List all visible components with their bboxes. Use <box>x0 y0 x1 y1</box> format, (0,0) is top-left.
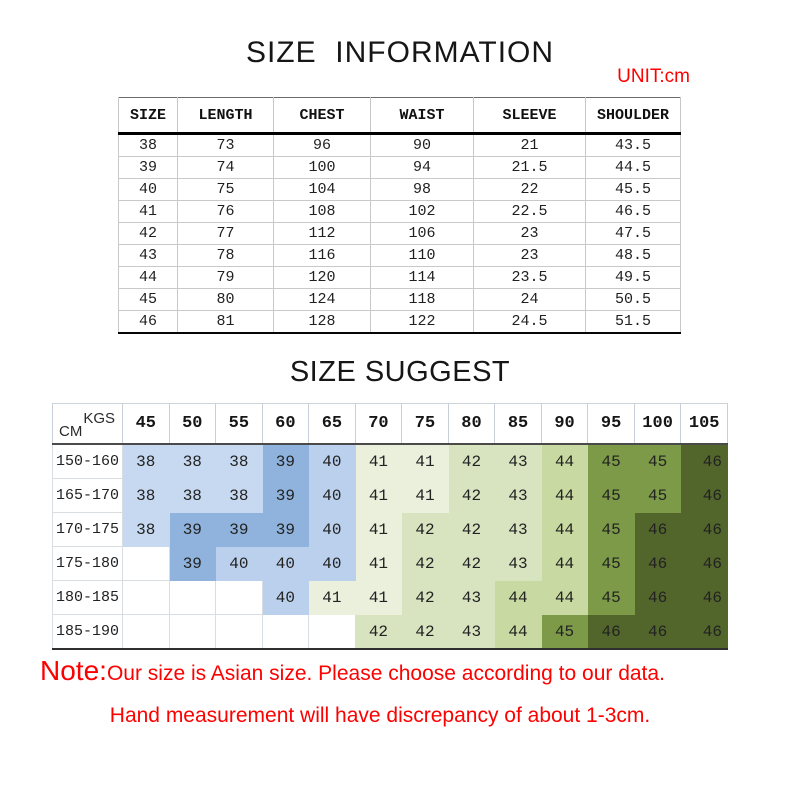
column-header: CHEST <box>274 98 371 134</box>
size-row <box>119 201 681 223</box>
weight-header: 70 <box>355 404 402 445</box>
size-cell: 75 <box>178 179 274 201</box>
suggested-size-cell: 46 <box>634 513 681 547</box>
suggested-size-cell: 46 <box>681 615 728 650</box>
size-cell: 49.5 <box>586 267 681 289</box>
suggested-size-cell: 46 <box>681 513 728 547</box>
column-header: WAIST <box>371 98 474 134</box>
suggested-size-cell: 44 <box>541 547 588 581</box>
weight-header: 60 <box>262 404 309 445</box>
suggested-size-cell: 44 <box>541 513 588 547</box>
suggested-size-cell: 42 <box>448 547 495 581</box>
size-cell: 116 <box>274 245 371 267</box>
suggested-size-cell: 44 <box>541 479 588 513</box>
size-suggest-title: SIZE SUGGEST <box>289 356 511 388</box>
kgs-cm-corner-cell <box>53 404 123 445</box>
suggested-size-cell: 44 <box>495 581 542 615</box>
suggested-size-cell: 46 <box>681 581 728 615</box>
size-cell: 78 <box>178 245 274 267</box>
suggested-size-cell: 42 <box>448 444 495 479</box>
weight-header: 65 <box>309 404 356 445</box>
suggested-size-cell: 41 <box>402 479 449 513</box>
size-cell: 47.5 <box>586 223 681 245</box>
suggested-size-cell: 40 <box>309 444 356 479</box>
suggested-size-cell: 40 <box>309 547 356 581</box>
size-cell: 44 <box>119 267 178 289</box>
weights-header-row <box>53 404 728 445</box>
height-label: 165-170 <box>53 479 123 513</box>
suggested-size-cell: 45 <box>634 479 681 513</box>
suggested-size-cell: 38 <box>216 444 263 479</box>
suggested-size-cell: 43 <box>448 581 495 615</box>
suggested-size-cell: 46 <box>681 479 728 513</box>
size-cell: 43.5 <box>586 134 681 157</box>
size-cell: 80 <box>178 289 274 311</box>
size-cell: 77 <box>178 223 274 245</box>
weight-header: 105 <box>681 404 728 445</box>
suggested-size-cell: 45 <box>588 479 635 513</box>
size-cell: 106 <box>371 223 474 245</box>
height-label: 175-180 <box>53 547 123 581</box>
height-label: 170-175 <box>53 513 123 547</box>
suggested-size-cell: 42 <box>402 615 449 650</box>
size-information-header <box>119 98 681 134</box>
size-cell: 22 <box>474 179 586 201</box>
suggest-row <box>53 479 728 513</box>
size-information-table <box>118 97 681 334</box>
empty-cell <box>123 547 170 581</box>
size-cell: 38 <box>119 134 178 157</box>
column-header: SIZE <box>119 98 178 134</box>
size-cell: 76 <box>178 201 274 223</box>
size-cell: 24.5 <box>474 311 586 334</box>
suggest-row <box>53 444 728 479</box>
size-cell: 90 <box>371 134 474 157</box>
suggested-size-cell: 45 <box>588 513 635 547</box>
size-suggest-body <box>53 444 728 649</box>
size-cell: 81 <box>178 311 274 334</box>
empty-cell <box>123 581 170 615</box>
suggested-size-cell: 44 <box>541 444 588 479</box>
unit-label: UNIT:cm <box>617 66 690 87</box>
suggested-size-cell: 41 <box>355 547 402 581</box>
cm-axis-label: CM <box>59 423 83 440</box>
size-row <box>119 179 681 201</box>
empty-cell <box>123 615 170 650</box>
size-cell: 118 <box>371 289 474 311</box>
suggested-size-cell: 46 <box>588 615 635 650</box>
weight-header: 100 <box>634 404 681 445</box>
empty-cell <box>169 581 216 615</box>
size-cell: 51.5 <box>586 311 681 334</box>
suggested-size-cell: 39 <box>262 479 309 513</box>
suggested-size-cell: 39 <box>169 513 216 547</box>
size-cell: 50.5 <box>586 289 681 311</box>
size-cell: 43 <box>119 245 178 267</box>
suggested-size-cell: 42 <box>448 513 495 547</box>
suggested-size-cell: 42 <box>402 513 449 547</box>
suggested-size-cell: 46 <box>681 547 728 581</box>
column-header: LENGTH <box>178 98 274 134</box>
size-row <box>119 245 681 267</box>
suggested-size-cell: 40 <box>262 547 309 581</box>
suggested-size-cell: 41 <box>355 513 402 547</box>
suggested-size-cell: 43 <box>448 615 495 650</box>
suggested-size-cell: 39 <box>169 547 216 581</box>
size-row <box>119 289 681 311</box>
size-cell: 73 <box>178 134 274 157</box>
suggested-size-cell: 38 <box>123 513 170 547</box>
size-cell: 114 <box>371 267 474 289</box>
size-cell: 44.5 <box>586 157 681 179</box>
column-header: SHOULDER <box>586 98 681 134</box>
suggested-size-cell: 38 <box>123 479 170 513</box>
height-label: 150-160 <box>53 444 123 479</box>
suggested-size-cell: 43 <box>495 444 542 479</box>
size-cell: 104 <box>274 179 371 201</box>
empty-cell <box>309 615 356 650</box>
size-row <box>119 223 681 245</box>
suggested-size-cell: 40 <box>309 513 356 547</box>
size-cell: 46 <box>119 311 178 334</box>
size-cell: 94 <box>371 157 474 179</box>
size-cell: 22.5 <box>474 201 586 223</box>
suggested-size-cell: 42 <box>448 479 495 513</box>
suggested-size-cell: 42 <box>355 615 402 650</box>
size-cell: 46.5 <box>586 201 681 223</box>
suggested-size-cell: 40 <box>309 479 356 513</box>
header-row <box>119 98 681 134</box>
suggested-size-cell: 38 <box>216 479 263 513</box>
note-label: Note: <box>40 655 107 686</box>
size-cell: 23 <box>474 245 586 267</box>
suggested-size-cell: 45 <box>588 581 635 615</box>
size-cell: 24 <box>474 289 586 311</box>
size-cell: 23.5 <box>474 267 586 289</box>
empty-cell <box>216 615 263 650</box>
suggested-size-cell: 41 <box>402 444 449 479</box>
size-cell: 102 <box>371 201 474 223</box>
kgs-axis-label: KGS <box>83 410 115 427</box>
size-cell: 98 <box>371 179 474 201</box>
size-cell: 42 <box>119 223 178 245</box>
size-cell: 122 <box>371 311 474 334</box>
suggested-size-cell: 41 <box>355 444 402 479</box>
weight-header: 45 <box>123 404 170 445</box>
suggested-size-cell: 45 <box>588 547 635 581</box>
size-information-body <box>119 134 681 334</box>
suggested-size-cell: 41 <box>355 581 402 615</box>
suggest-row <box>53 547 728 581</box>
suggested-size-cell: 46 <box>681 444 728 479</box>
suggested-size-cell: 40 <box>262 581 309 615</box>
size-cell: 100 <box>274 157 371 179</box>
suggested-size-cell: 46 <box>634 615 681 650</box>
weight-header: 80 <box>448 404 495 445</box>
size-cell: 21 <box>474 134 586 157</box>
size-cell: 40 <box>119 179 178 201</box>
suggested-size-cell: 38 <box>123 444 170 479</box>
suggested-size-cell: 44 <box>495 615 542 650</box>
suggested-size-cell: 45 <box>634 444 681 479</box>
suggested-size-cell: 40 <box>216 547 263 581</box>
suggested-size-cell: 46 <box>634 581 681 615</box>
suggest-row <box>53 581 728 615</box>
suggested-size-cell: 45 <box>541 615 588 650</box>
note-line-1 <box>40 655 665 687</box>
suggested-size-cell: 39 <box>262 444 309 479</box>
size-cell: 39 <box>119 157 178 179</box>
size-cell: 128 <box>274 311 371 334</box>
height-label: 180-185 <box>53 581 123 615</box>
note-line-2: Hand measurement will have discrepancy of about 1-3cm. <box>109 704 651 727</box>
suggested-size-cell: 43 <box>495 479 542 513</box>
suggest-row <box>53 615 728 650</box>
size-cell: 96 <box>274 134 371 157</box>
suggested-size-cell: 44 <box>541 581 588 615</box>
empty-cell <box>216 581 263 615</box>
suggested-size-cell: 43 <box>495 547 542 581</box>
height-label: 185-190 <box>53 615 123 650</box>
weight-header: 90 <box>541 404 588 445</box>
size-row <box>119 311 681 334</box>
size-cell: 112 <box>274 223 371 245</box>
suggest-row <box>53 513 728 547</box>
weight-header: 85 <box>495 404 542 445</box>
weight-header: 55 <box>216 404 263 445</box>
suggested-size-cell: 38 <box>169 444 216 479</box>
weight-header: 50 <box>169 404 216 445</box>
size-cell: 48.5 <box>586 245 681 267</box>
suggested-size-cell: 46 <box>634 547 681 581</box>
suggested-size-cell: 39 <box>216 513 263 547</box>
size-row <box>119 134 681 157</box>
size-row <box>119 157 681 179</box>
size-row <box>119 267 681 289</box>
size-cell: 41 <box>119 201 178 223</box>
size-cell: 45.5 <box>586 179 681 201</box>
suggested-size-cell: 41 <box>309 581 356 615</box>
size-information-title: SIZE INFORMATION <box>245 36 555 69</box>
suggested-size-cell: 41 <box>355 479 402 513</box>
suggested-size-cell: 43 <box>495 513 542 547</box>
size-cell: 21.5 <box>474 157 586 179</box>
suggested-size-cell: 42 <box>402 547 449 581</box>
suggested-size-cell: 39 <box>262 513 309 547</box>
empty-cell <box>262 615 309 650</box>
size-cell: 74 <box>178 157 274 179</box>
weight-header: 95 <box>588 404 635 445</box>
size-cell: 23 <box>474 223 586 245</box>
suggested-size-cell: 45 <box>588 444 635 479</box>
suggested-size-cell: 38 <box>169 479 216 513</box>
size-cell: 45 <box>119 289 178 311</box>
empty-cell <box>169 615 216 650</box>
suggested-size-cell: 42 <box>402 581 449 615</box>
note-text-1: Our size is Asian size. Please choose according to our data. <box>106 662 665 685</box>
column-header: SLEEVE <box>474 98 586 134</box>
size-suggest-header <box>53 404 728 445</box>
size-suggest-matrix <box>52 403 728 650</box>
size-cell: 110 <box>371 245 474 267</box>
weight-header: 75 <box>402 404 449 445</box>
size-cell: 108 <box>274 201 371 223</box>
size-cell: 79 <box>178 267 274 289</box>
size-cell: 120 <box>274 267 371 289</box>
size-cell: 124 <box>274 289 371 311</box>
